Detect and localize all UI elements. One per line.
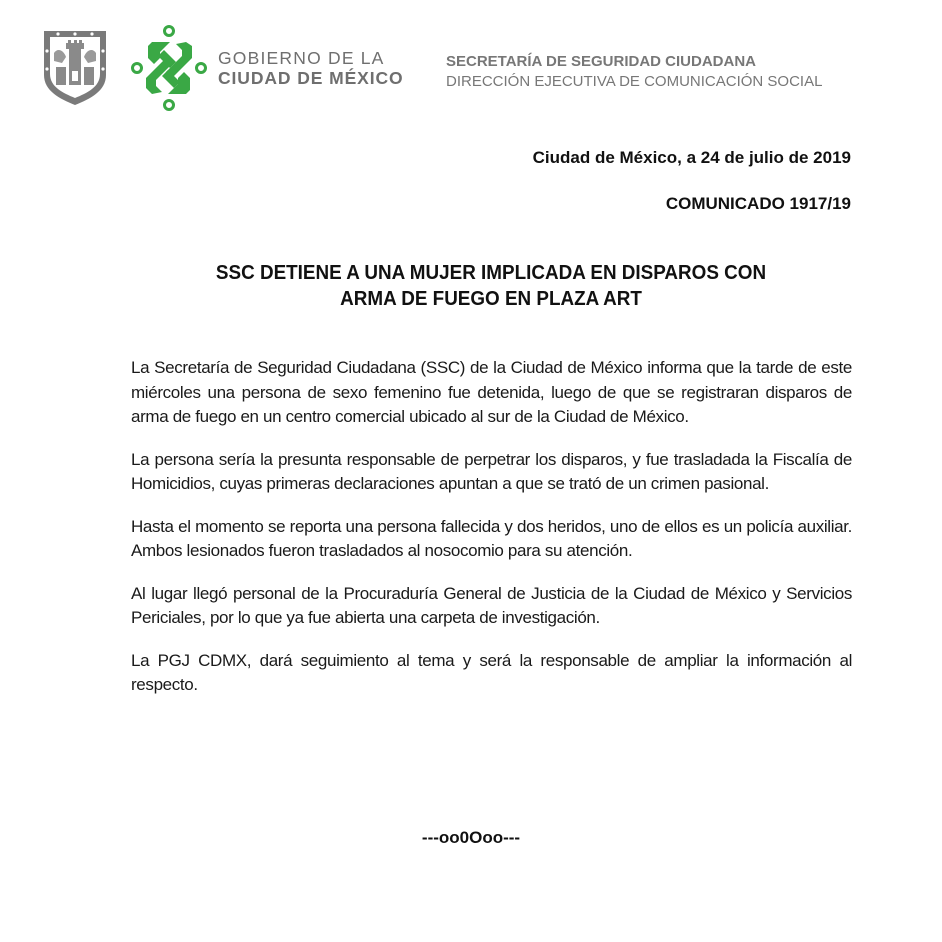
communique-number: COMUNICADO 1917/19	[665, 194, 851, 213]
paragraph-2: La persona sería la presunta responsable de perpetrar los disparos, y fue trasladada la Fiscalía de Homicidios, cuyas primeras declaraciones apuntan a que se trató de un crimen pasional.	[131, 449, 852, 493]
paragraph-1: La Secretaría de Seguridad Ciudadana (SSC) de la Ciudad de México informa que la tarde de este miércoles una persona de sexo femenino fue detenida, luego de que se registraran disparos de arma de fuego en un centro comercial ubicado al sur de la Ciudad de México.	[131, 358, 852, 426]
government-wordmark	[218, 48, 404, 88]
paragraph-3: Hasta el momento se reporta una persona fallecida y dos heridos, uno de ellos es un policía auxiliar. Ambos lesionados fueron trasladados al nosocomio para su atención.	[131, 516, 852, 560]
government-line-1: GOBIERNO DE LA	[218, 48, 385, 68]
government-line-2: CIUDAD DE MÉXICO	[218, 68, 404, 88]
headline	[159, 260, 823, 312]
agency-heading	[446, 52, 822, 92]
coat-of-arms-icon	[42, 29, 108, 107]
agency-department: DIRECCIÓN EJECUTIVA DE COMUNICACIÓN SOCIAL	[446, 73, 823, 90]
date-line: Ciudad de México, a 24 de julio de 2019	[532, 148, 851, 167]
headline-line-1: SSC DETIENE A UNA MUJER IMPLICADA EN DISPAROS CON	[215, 261, 767, 284]
closing-mark: ---oo0Ooo---	[421, 828, 521, 847]
press-release-body	[131, 356, 852, 716]
cdmx-knot-icon	[130, 24, 208, 112]
headline-line-2: ARMA DE FUEGO EN PLAZA ART	[340, 287, 642, 310]
agency-name: SECRETARÍA DE SEGURIDAD CIUDADANA	[446, 53, 757, 70]
paragraph-4: Al lugar llegó personal de la Procuraduría General de Justicia de la Ciudad de México y Servicios Periciales, por lo que ya fue abierta una carpeta de investigación.	[131, 583, 852, 627]
paragraph-5: La PGJ CDMX, dará seguimiento al tema y será la responsable de ampliar la información al respecto.	[131, 650, 852, 694]
